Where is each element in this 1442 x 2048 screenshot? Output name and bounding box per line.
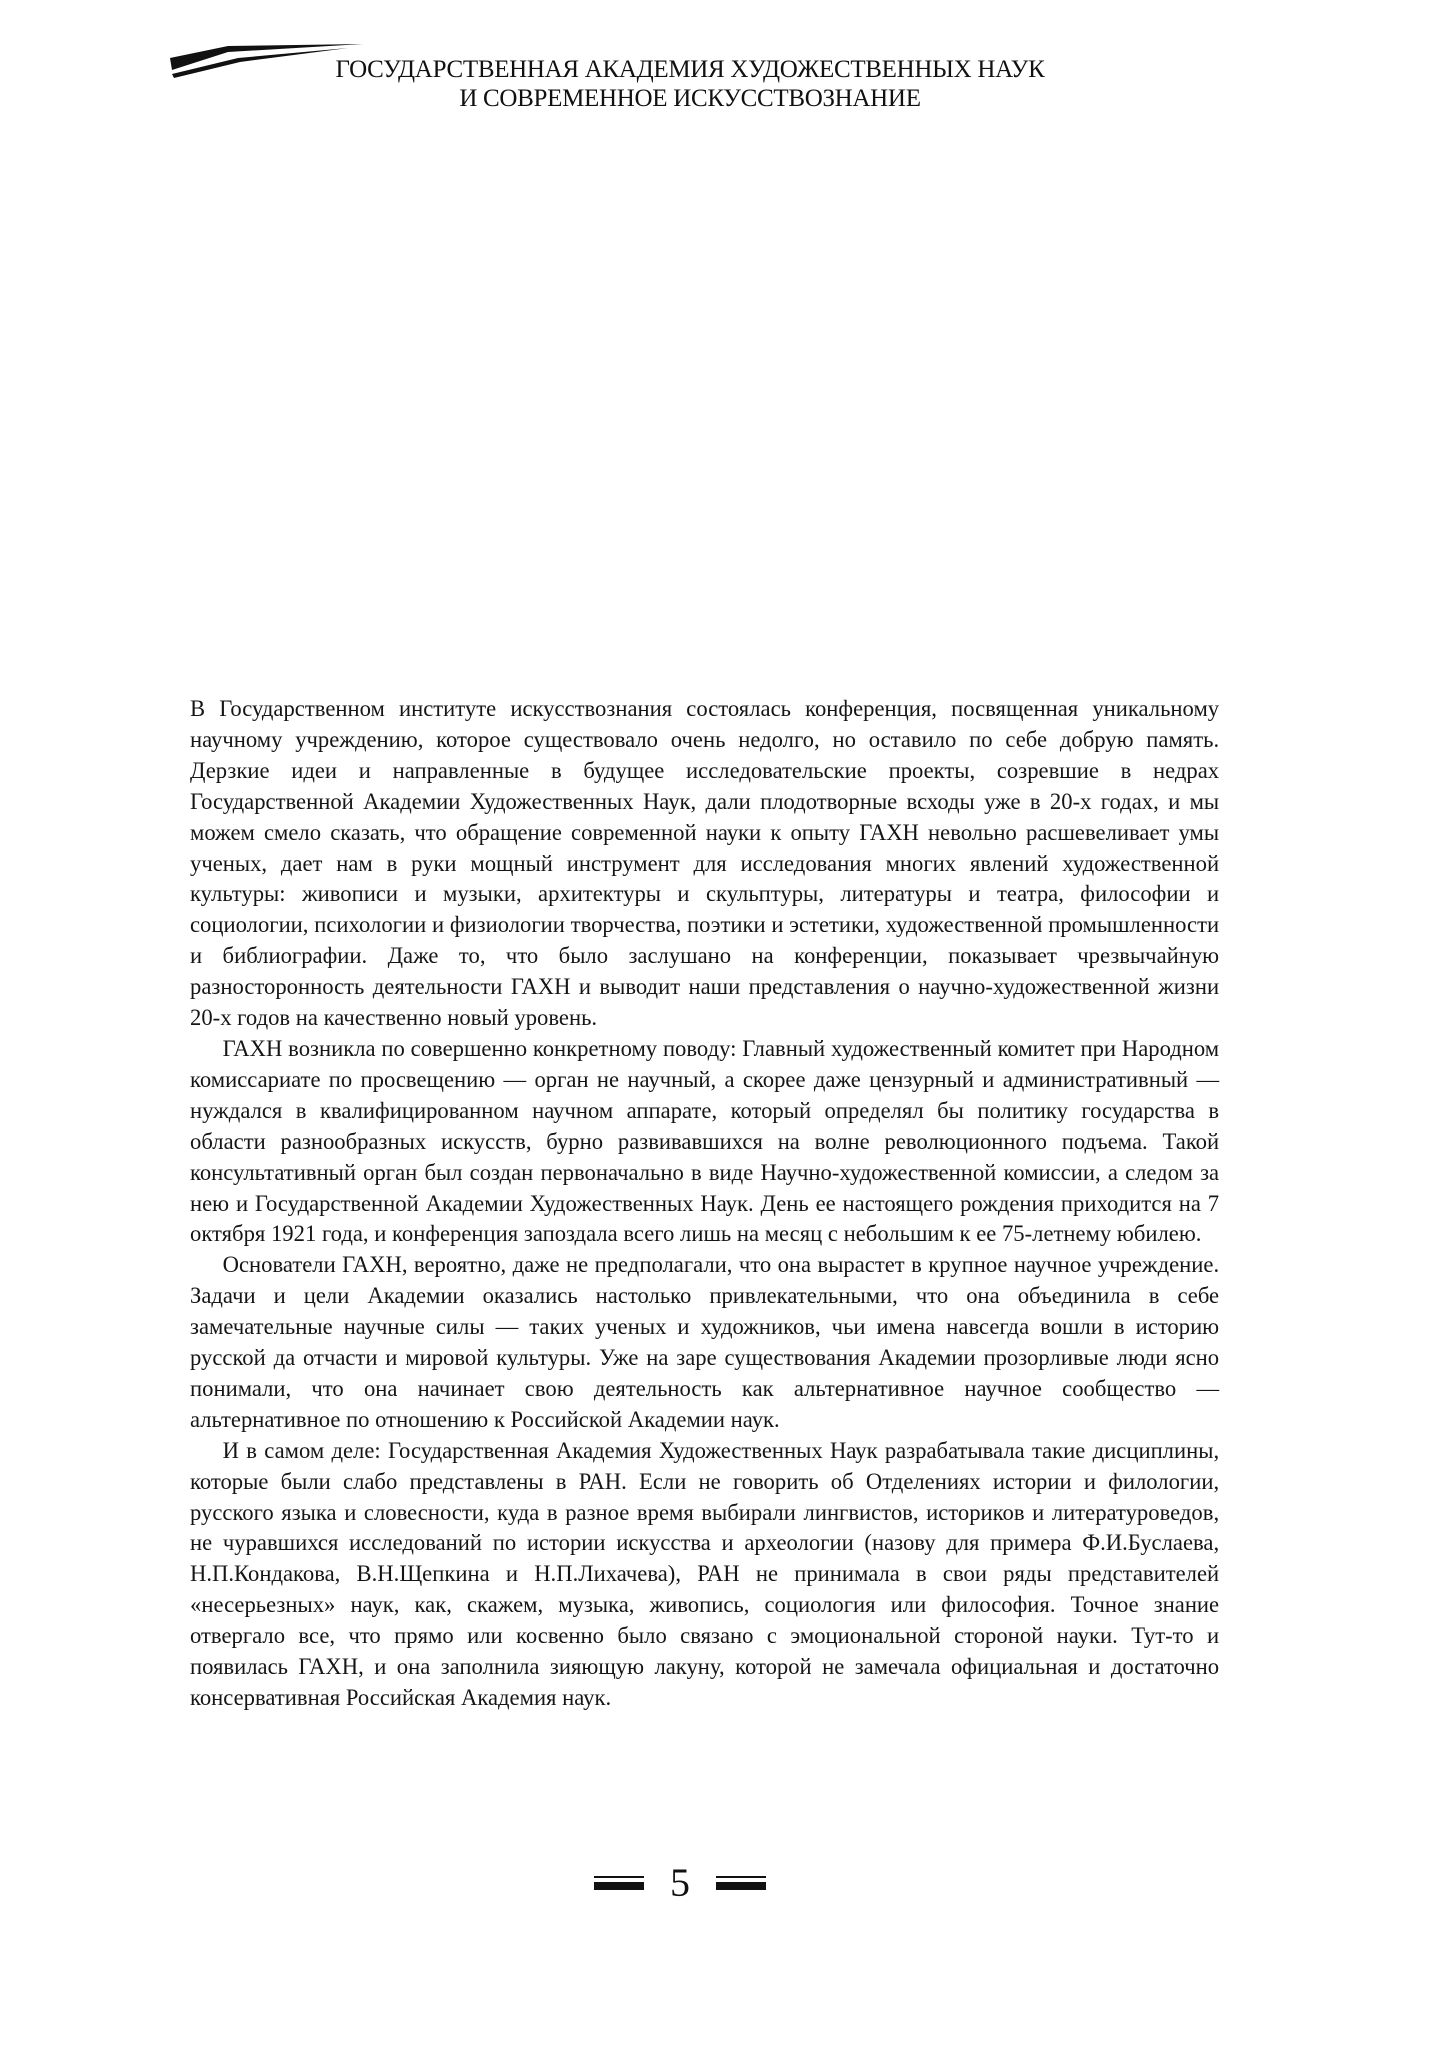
running-header [280, 55, 1100, 113]
paragraph-4: И в самом деле: Государственная Академия Художественных Наук разрабатывала такие дисциплины, которые были слабо представлены в РАН. Если не говорить об Отделениях истории и филологии, русского языка и словесности, куда в разное время выбирали лингвистов, историков и литературоведов, не чуравшихся исследований по истории искусства и археологии (назову для примера Ф.И.Буслаева, Н.П.Кондакова, В.Н.Щепкина и Н.П.Лихачева), РАН не принимала в свои ряды представителей «несерьезных» наук, как, скажем, музыка, живопись, социология или философия. Точное знание отвергало все, что прямо или косвенно было связано с эмоциональной стороной науки. Тут-то и появилась ГАХН, и она заполнила зияющую лакуну, которой не замечала официальная и достаточно консервативная Российская Академия наук. [190, 1437, 1220, 1711]
folio-rule-right-icon [716, 1876, 766, 1890]
body-text [190, 694, 1219, 1714]
paragraph-2: ГАХН возникла по совершенно конкретному поводу: Главный художественный комитет при Народном комиссариате по просвещению — орган не научный, а скорее даже цензурный и административный — нуждался в квалифицированном научном аппарате, который определял бы политику государства в области разнообразных искусств, бурно развивавшихся на волне революционного подъема. Такой консультативный орган был создан первоначально в виде Научно-художественной комиссии, а следом за нею и Государственной Академии Художественных Наук. День ее настоящего рождения приходится на 7 октября 1921 года, и конференция запоздала всего лишь на месяц с небольшим к ее 75-летнему юбилею. [190, 1035, 1220, 1248]
page-number: 5 [670, 1860, 690, 1905]
paragraph-3: Основатели ГАХН, вероятно, даже не предполагали, что она вырастет в крупное научное учреждение. Задачи и цели Академии оказались настолько привлекательными, что она объединила в себе замечательные научные силы — таких ученых и художников, чьи имена навсегда вошли в историю русской да отчасти и мировой культуры. Уже на заре существования Академии прозорливые люди ясно понимали, что она начинает свою деятельность как альтернативное научное сообщество — альтернативное по отношению к Российской Академии наук. [190, 1252, 1220, 1433]
header-title-line2: И СОВРЕМЕННОЕ ИСКУССТВОЗНАНИЕ [459, 85, 921, 112]
folio-rule-left-icon [594, 1876, 644, 1890]
page-folio [580, 1858, 780, 1908]
header-title-line1: ГОСУДАРСТВЕННАЯ АКАДЕМИЯ ХУДОЖЕСТВЕННЫХ НАУК [335, 56, 1045, 83]
paragraph-1: В Государственном институте искусствознания состоялась конференция, посвященная уникальному научному учреждению, которое существовало очень недолго, но оставило по себе добрую память. Дерзкие идеи и направленные в будущее исследовательские проекты, созревшие в недрах Государственной Академии Художественных Наук, дали плодотворные всходы уже в 20-х годах, и мы можем смело сказать, что обращение современной науки к опыту ГАХН невольно расшевеливает умы ученых, дает нам в руки мощный инструмент для исследования многих явлений художественной культуры: живописи и музыки, архитектуры и скульптуры, литературы и театра, философии и социологии, психологии и физиологии творчества, поэтики и эстетики, художественной промышленности и библиографии. Даже то, что было заслушано на конференции, показывает чрезвычайную разносторонность деятельности ГАХН и выводит наши представления о научно-художественной жизни 20-х годов на качественно новый уровень. [190, 696, 1220, 1032]
